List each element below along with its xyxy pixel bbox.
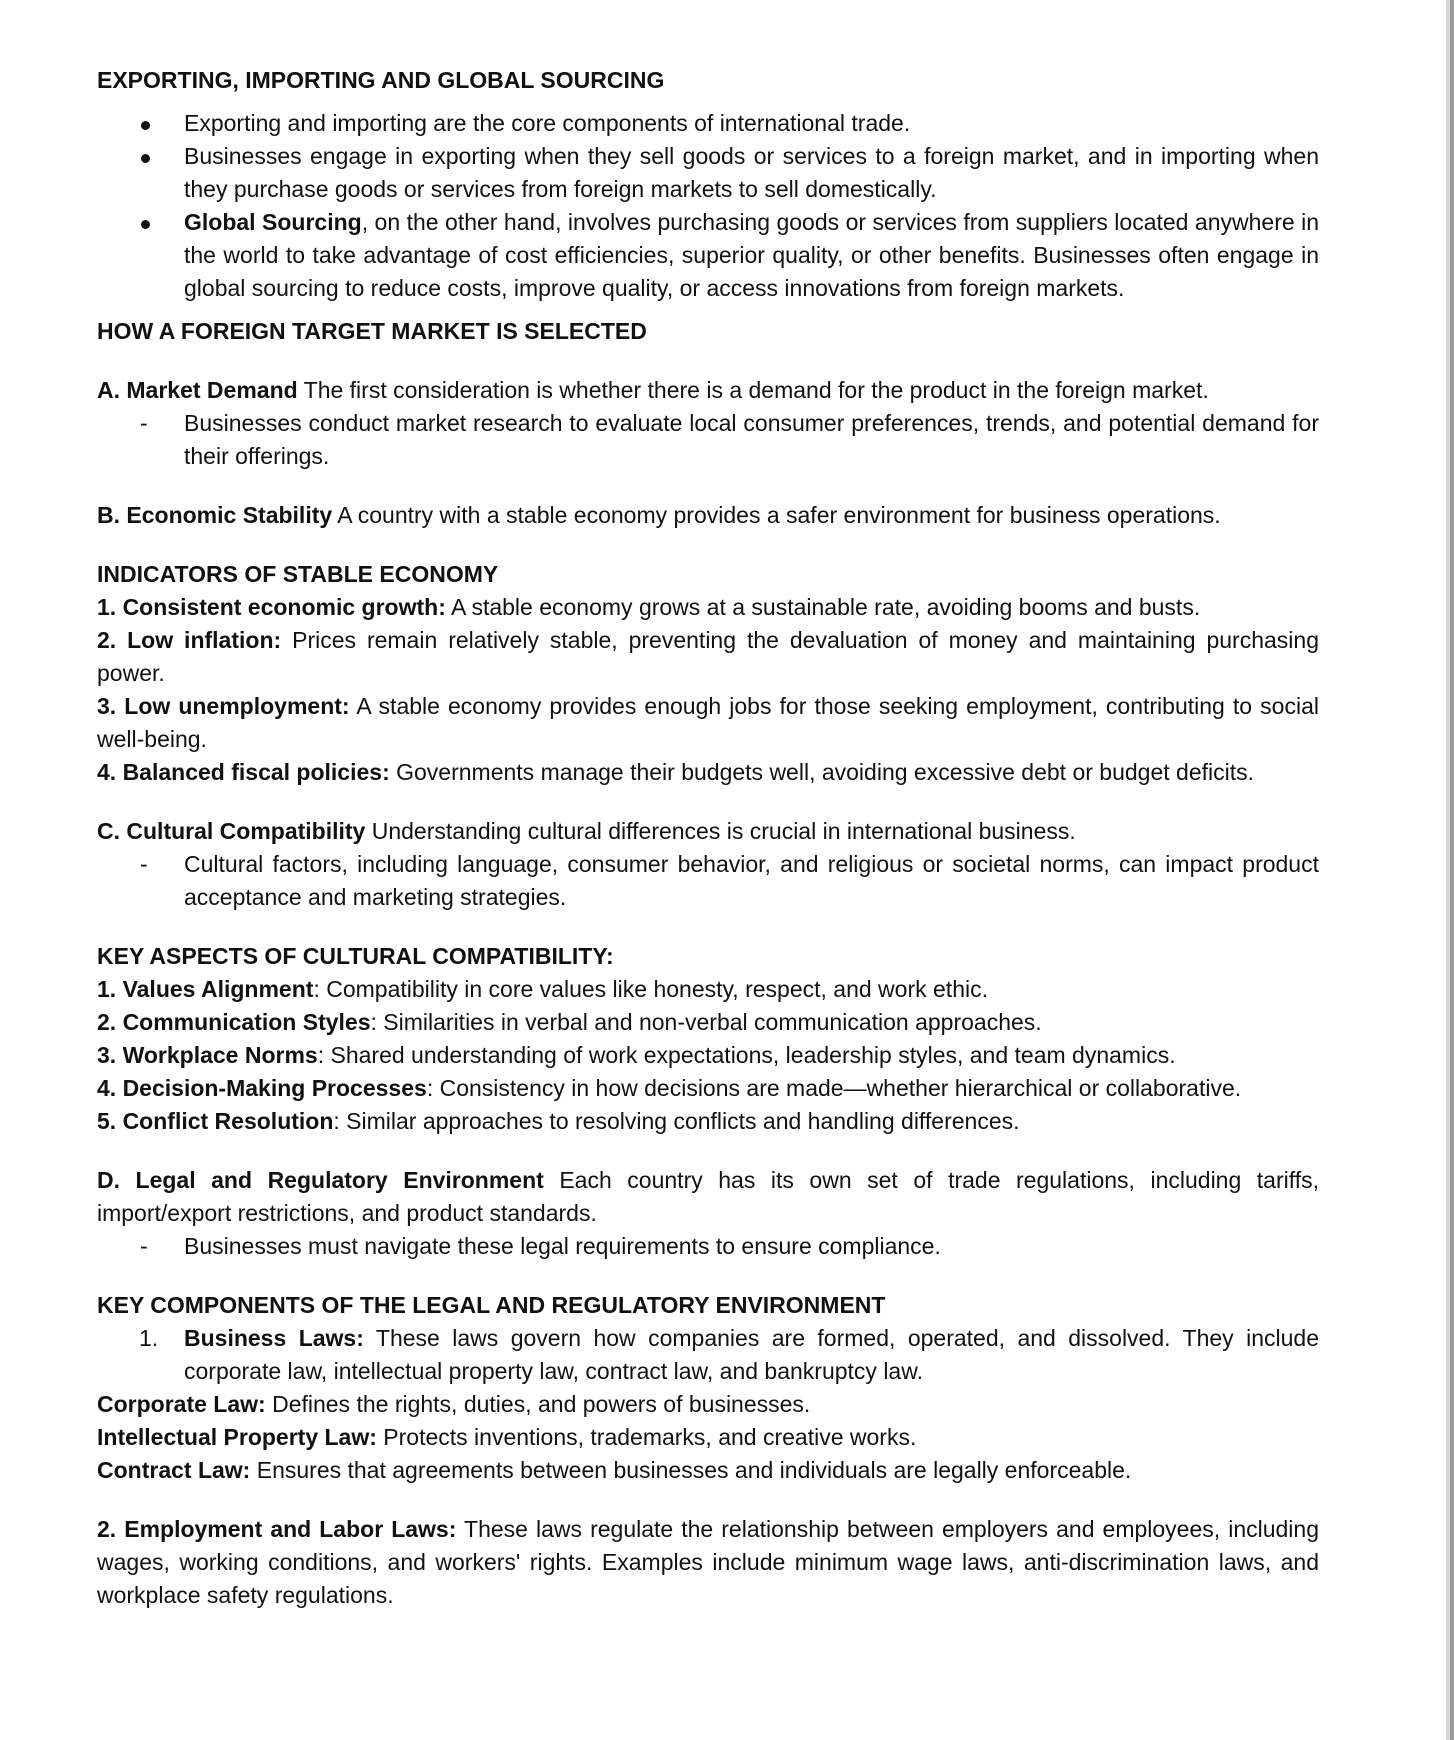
bold-term: Contract Law:	[97, 1457, 251, 1483]
section-heading-exporting: EXPORTING, IMPORTING AND GLOBAL SOURCING	[97, 67, 665, 93]
paragraph-text: The first consideration is whether there is a demand for the product in the foreign market.	[297, 377, 1209, 403]
paragraph-text: These laws regulate the relationship between employers and employees, including wages, working conditions, and workers' rights. Examples include minimum wage laws, anti-discrimination laws, and workplace safety regulations.	[97, 1516, 1319, 1608]
bold-term: 2. Communication Styles	[97, 1009, 371, 1035]
bold-term: Intellectual Property Law:	[97, 1424, 377, 1450]
bold-term: A. Market Demand	[97, 377, 298, 403]
paragraph-text: A country with a stable economy provides a safer environment for business operations.	[332, 502, 1221, 528]
bullet-dot	[141, 121, 150, 130]
item-text: : Compatibility in core values like honesty, respect, and work ethic.	[313, 976, 988, 1002]
aspect-item-1	[97, 973, 1319, 1006]
indicator-item-2	[97, 624, 1319, 690]
bullet-text: Exporting and importing are the core components of international trade.	[184, 110, 911, 136]
paragraph-text: Each country has its own set of trade regulations, including tariffs, import/export restrictions, and product standards.	[97, 1167, 1319, 1226]
bold-term: 1. Consistent economic growth:	[97, 594, 446, 620]
dash-item-legal	[97, 1230, 1319, 1263]
bold-term: 2. Low inflation:	[97, 627, 282, 653]
indicator-item-4	[97, 756, 1319, 789]
bold-term: Corporate Law:	[97, 1391, 266, 1417]
item-text: Protects inventions, trademarks, and creative works.	[376, 1424, 917, 1450]
bold-term: 5. Conflict Resolution	[97, 1108, 334, 1134]
bold-term: 3. Workplace Norms	[97, 1042, 318, 1068]
bold-term: B. Economic Stability	[97, 502, 333, 528]
dash-text: Businesses must navigate these legal requirements to ensure compliance.	[184, 1233, 941, 1259]
item-text: A stable economy provides enough jobs for those seeking employment, contributing to social well-being.	[97, 693, 1319, 752]
bullet-text: Businesses engage in exporting when they sell goods or services to a foreign market, and in importing when they purchase goods or services from foreign markets to sell domestically.	[184, 143, 1319, 202]
item-text: A stable economy grows at a sustainable rate, avoiding booms and busts.	[445, 594, 1201, 620]
bullet-item-1	[97, 107, 1319, 140]
bullet-item-2	[97, 140, 1319, 206]
bullet-dot	[141, 154, 150, 163]
bullet-dot	[141, 220, 150, 229]
item-text: Ensures that agreements between businesses and individuals are legally enforceable.	[250, 1457, 1132, 1483]
bold-term: 2. Employment and Labor Laws:	[97, 1516, 457, 1542]
paragraph-economic-stability	[97, 499, 1319, 532]
aspect-item-5	[97, 1105, 1319, 1138]
item-text: : Consistency in how decisions are made—whether hierarchical or collaborative.	[426, 1075, 1242, 1101]
aspect-item-2	[97, 1006, 1319, 1039]
paragraph-legal-regulatory	[97, 1164, 1319, 1230]
item-text: Prices remain relatively stable, preventing the devaluation of money and maintaining purchasing power.	[97, 627, 1319, 686]
section-heading-indicators: INDICATORS OF STABLE ECONOMY	[97, 561, 499, 587]
bullet-bold-term: Global Sourcing	[184, 209, 362, 235]
item-text: Governments manage their budgets well, avoiding excessive debt or budget deficits.	[389, 759, 1254, 785]
dash-marker: -	[140, 410, 148, 436]
bullet-item-3	[97, 206, 1319, 305]
bold-term: 4. Decision-Making Processes	[97, 1075, 427, 1101]
section-heading-cultural-aspects: KEY ASPECTS OF CULTURAL COMPATIBILITY:	[97, 943, 614, 969]
aspect-item-3	[97, 1039, 1319, 1072]
item-text: : Similarities in verbal and non-verbal communication approaches.	[370, 1009, 1042, 1035]
list-number: 1.	[139, 1325, 159, 1351]
item-text: Defines the rights, duties, and powers of businesses.	[265, 1391, 811, 1417]
page-edge	[1450, 0, 1454, 1740]
bold-term: 4. Balanced fiscal policies:	[97, 759, 390, 785]
numbered-item-business-laws	[97, 1322, 1319, 1388]
bold-term: 1. Values Alignment	[97, 976, 314, 1002]
definition-corporate-law	[97, 1388, 1319, 1421]
bold-term: C. Cultural Compatibility	[97, 818, 366, 844]
dash-marker: -	[140, 1233, 148, 1259]
dash-text: Cultural factors, including language, consumer behavior, and religious or societal norms, can impact product acceptance and marketing strategies.	[184, 851, 1319, 910]
definition-ip-law	[97, 1421, 1319, 1454]
dash-item-cultural	[97, 848, 1319, 914]
section-heading-target-market: HOW A FOREIGN TARGET MARKET IS SELECTED	[97, 318, 647, 344]
dash-item-market-demand	[97, 407, 1319, 473]
paragraph-cultural-compatibility	[97, 815, 1319, 848]
document-page	[97, 64, 1319, 1612]
item-text: : Similar approaches to resolving conflicts and handling differences.	[333, 1108, 1020, 1134]
paragraph-employment-labor-laws	[97, 1513, 1319, 1612]
bold-term: D. Legal and Regulatory Environment	[97, 1167, 544, 1193]
paragraph-market-demand	[97, 374, 1319, 407]
indicator-item-3	[97, 690, 1319, 756]
aspect-item-4	[97, 1072, 1319, 1105]
indicator-item-1	[97, 591, 1319, 624]
bold-term: 3. Low unemployment:	[97, 693, 350, 719]
item-text: These laws govern how companies are formed, operated, and dissolved. They include corporate law, intellectual property law, contract law, and bankruptcy law.	[184, 1325, 1319, 1384]
item-text: : Shared understanding of work expectations, leadership styles, and team dynamics.	[317, 1042, 1176, 1068]
bullet-text: , on the other hand, involves purchasing goods or services from suppliers located anywhere in the world to take advantage of cost efficiencies, superior quality, or other benefits. Businesses often engage in global sourcing to reduce costs, improve quality, or access innovations from foreign markets.	[184, 209, 1320, 301]
paragraph-text: Understanding cultural differences is crucial in international business.	[365, 818, 1076, 844]
section-heading-legal-components: KEY COMPONENTS OF THE LEGAL AND REGULATORY ENVIRONMENT	[97, 1292, 886, 1318]
dash-text: Businesses conduct market research to evaluate local consumer preferences, trends, and potential demand for their offerings.	[184, 410, 1319, 469]
dash-marker: -	[140, 851, 148, 877]
bold-term: Business Laws:	[184, 1325, 364, 1351]
definition-contract-law	[97, 1454, 1319, 1487]
